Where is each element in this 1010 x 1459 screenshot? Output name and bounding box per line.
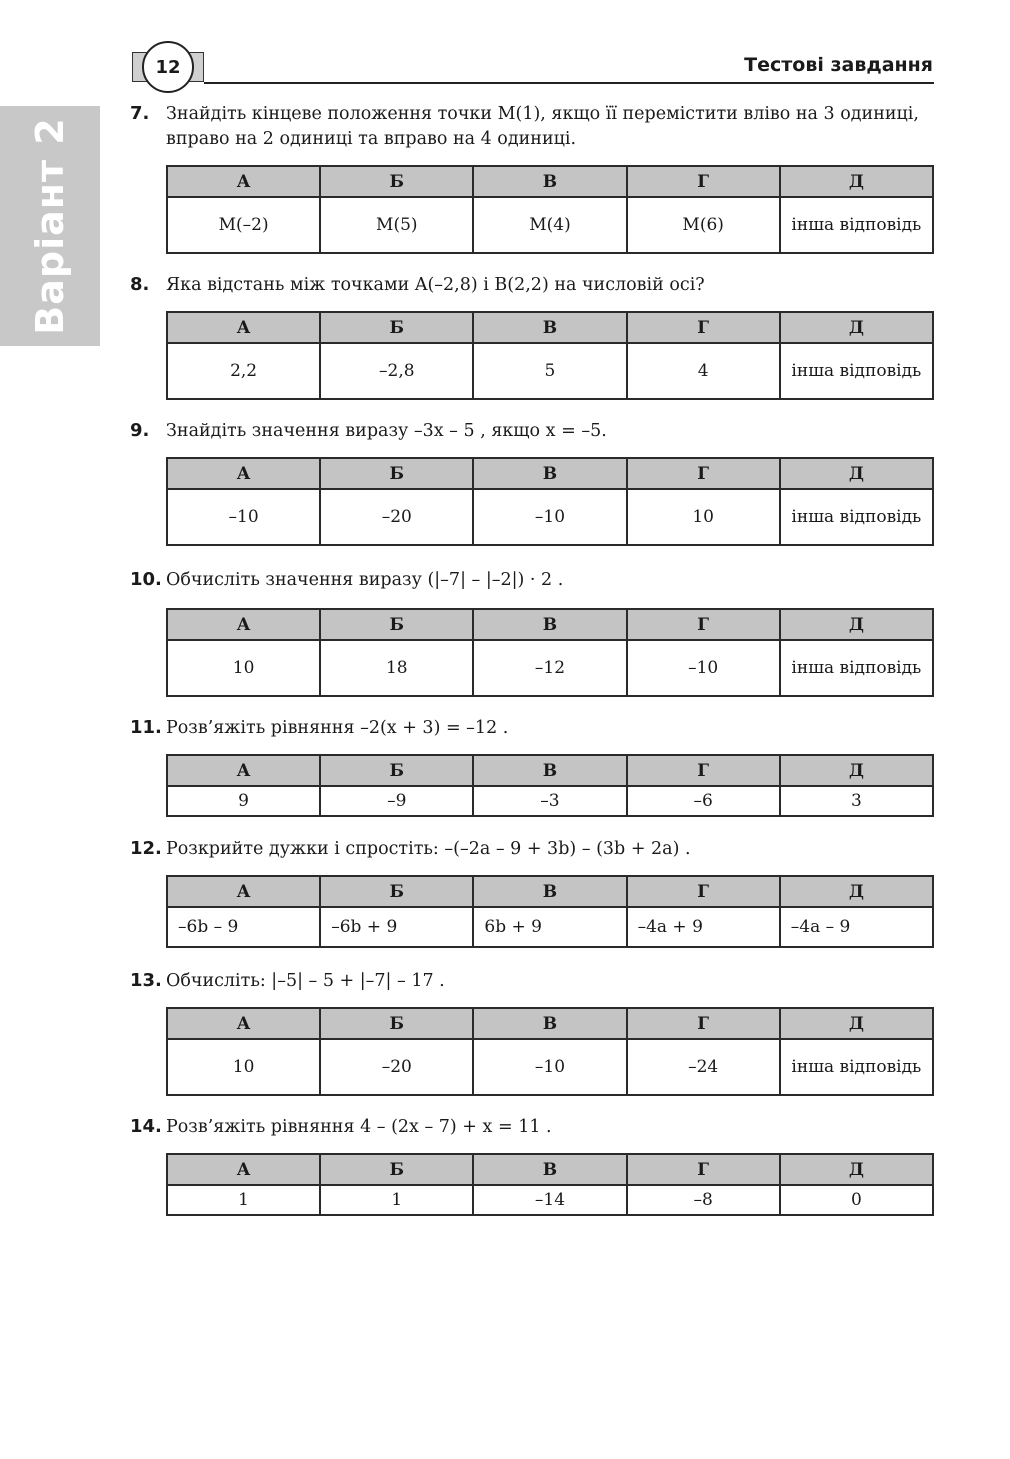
option-answer[interactable]: інша відповідь bbox=[780, 489, 933, 545]
option-answer[interactable]: інша відповідь bbox=[780, 343, 933, 399]
question-number: 8. bbox=[130, 274, 150, 295]
question-number: 14. bbox=[130, 1116, 162, 1137]
option-answer[interactable]: –6b – 9 bbox=[167, 907, 320, 947]
option-answer[interactable]: інша відповідь bbox=[780, 197, 933, 253]
option-answer[interactable]: M(–2) bbox=[167, 197, 320, 253]
option-answer[interactable]: –4a + 9 bbox=[627, 907, 780, 947]
option-answer[interactable]: інша відповідь bbox=[780, 640, 933, 696]
option-answer[interactable]: 1 bbox=[320, 1185, 473, 1215]
question-number: 9. bbox=[130, 420, 150, 441]
question-number: 7. bbox=[130, 103, 150, 124]
header-rule bbox=[204, 82, 934, 84]
option-header: Б bbox=[320, 609, 473, 640]
answer-table-7 bbox=[166, 165, 934, 254]
option-header: Г bbox=[627, 312, 780, 343]
option-header: Г bbox=[627, 876, 780, 907]
option-answer[interactable]: –8 bbox=[627, 1185, 780, 1215]
option-header: Д bbox=[780, 458, 933, 489]
option-header: А bbox=[167, 755, 320, 786]
option-header: А bbox=[167, 458, 320, 489]
answer-table-8 bbox=[166, 311, 934, 400]
option-header: Б bbox=[320, 1154, 473, 1185]
option-answer[interactable]: 18 bbox=[320, 640, 473, 696]
question-number: 13. bbox=[130, 970, 162, 991]
option-header: Б bbox=[320, 312, 473, 343]
option-header: Д bbox=[780, 1154, 933, 1185]
question-number: 12. bbox=[130, 838, 162, 859]
question-12 bbox=[130, 837, 934, 862]
option-answer[interactable]: 3 bbox=[780, 786, 933, 816]
option-answer[interactable]: M(6) bbox=[627, 197, 780, 253]
question-text: Розв’яжіть рівняння 4 – (2x – 7) + x = 11 . bbox=[166, 1117, 552, 1137]
option-answer[interactable]: –10 bbox=[627, 640, 780, 696]
option-answer[interactable]: M(5) bbox=[320, 197, 473, 253]
question-11 bbox=[130, 716, 934, 741]
option-answer[interactable]: 9 bbox=[167, 786, 320, 816]
page-number: 12 bbox=[142, 41, 194, 93]
option-header: Г bbox=[627, 1154, 780, 1185]
option-header: В bbox=[473, 166, 626, 197]
question-14 bbox=[130, 1115, 934, 1140]
option-header: А bbox=[167, 609, 320, 640]
question-text: Знайдіть значення виразу –3x – 5 , якщо x = –5. bbox=[166, 421, 607, 441]
option-header: В bbox=[473, 1008, 626, 1039]
option-header: Д bbox=[780, 166, 933, 197]
option-answer[interactable]: –12 bbox=[473, 640, 626, 696]
option-header: В bbox=[473, 1154, 626, 1185]
option-header: А bbox=[167, 1154, 320, 1185]
option-header: А bbox=[167, 1008, 320, 1039]
variant-side-tab bbox=[0, 106, 100, 346]
question-13 bbox=[130, 969, 934, 994]
option-answer[interactable]: –6b + 9 bbox=[320, 907, 473, 947]
option-header: Б bbox=[320, 458, 473, 489]
option-header: Б bbox=[320, 1008, 473, 1039]
answer-table-14 bbox=[166, 1153, 934, 1216]
option-header: Б bbox=[320, 166, 473, 197]
option-answer[interactable]: 2,2 bbox=[167, 343, 320, 399]
question-text: Розкрийте дужки і спростіть: –(–2a – 9 + 3b) – (3b + 2a) . bbox=[166, 839, 691, 859]
option-answer[interactable]: 0 bbox=[780, 1185, 933, 1215]
option-answer[interactable]: M(4) bbox=[473, 197, 626, 253]
question-number: 10. bbox=[130, 569, 162, 590]
option-header: В bbox=[473, 876, 626, 907]
option-answer[interactable]: –3 bbox=[473, 786, 626, 816]
option-header: Г bbox=[627, 166, 780, 197]
option-header: Г bbox=[627, 458, 780, 489]
answer-table-10 bbox=[166, 608, 934, 697]
option-answer[interactable]: –20 bbox=[320, 489, 473, 545]
question-text: Розв’яжіть рівняння –2(x + 3) = –12 . bbox=[166, 718, 509, 738]
option-header: Б bbox=[320, 755, 473, 786]
option-header: Г bbox=[627, 609, 780, 640]
question-number: 11. bbox=[130, 717, 162, 738]
option-answer[interactable]: –9 bbox=[320, 786, 473, 816]
option-answer[interactable]: 1 bbox=[167, 1185, 320, 1215]
option-answer[interactable]: 6b + 9 bbox=[473, 907, 626, 947]
question-10 bbox=[130, 568, 934, 593]
option-header: Б bbox=[320, 876, 473, 907]
question-text: Обчисліть: |–5| – 5 + |–7| – 17 . bbox=[166, 971, 445, 991]
option-header: А bbox=[167, 166, 320, 197]
option-answer[interactable]: –6 bbox=[627, 786, 780, 816]
question-7 bbox=[130, 102, 934, 152]
answer-table-12 bbox=[166, 875, 934, 948]
option-answer[interactable]: 4 bbox=[627, 343, 780, 399]
option-header: В bbox=[473, 609, 626, 640]
question-text: Обчисліть значення виразу (|–7| – |–2|) · 2 . bbox=[166, 570, 564, 590]
option-header: В bbox=[473, 458, 626, 489]
option-header: Г bbox=[627, 755, 780, 786]
option-answer[interactable]: 10 bbox=[627, 489, 780, 545]
question-8 bbox=[130, 273, 934, 298]
option-answer[interactable]: 5 bbox=[473, 343, 626, 399]
answer-table-9 bbox=[166, 457, 934, 546]
option-header: Д bbox=[780, 312, 933, 343]
option-header: Г bbox=[627, 1008, 780, 1039]
section-title: Тестові завдання bbox=[744, 54, 933, 76]
variant-label: Варіант 2 bbox=[28, 117, 72, 335]
question-text: Знайдіть кінцеве положення точки M(1), якщо її перемістити вліво на 3 одиниці, вправо на 2 одиниці та вправо на 4 одиниці. bbox=[166, 104, 919, 149]
option-answer[interactable]: –20 bbox=[320, 1039, 473, 1095]
answer-table-13 bbox=[166, 1007, 934, 1096]
option-answer[interactable]: –10 bbox=[473, 1039, 626, 1095]
answer-table-11 bbox=[166, 754, 934, 817]
option-answer[interactable]: інша відповідь bbox=[780, 1039, 933, 1095]
option-answer[interactable]: 10 bbox=[167, 640, 320, 696]
question-9 bbox=[130, 419, 934, 444]
option-header: Д bbox=[780, 755, 933, 786]
option-header: Д bbox=[780, 609, 933, 640]
option-header: А bbox=[167, 312, 320, 343]
option-answer[interactable]: –4a – 9 bbox=[780, 907, 933, 947]
option-header: Д bbox=[780, 876, 933, 907]
option-header: В bbox=[473, 755, 626, 786]
option-answer[interactable]: –10 bbox=[473, 489, 626, 545]
question-text: Яка відстань між точками A(–2,8) і B(2,2) на числовій осі? bbox=[166, 275, 705, 295]
option-answer[interactable]: –10 bbox=[167, 489, 320, 545]
option-header: В bbox=[473, 312, 626, 343]
option-header: Д bbox=[780, 1008, 933, 1039]
option-answer[interactable]: –2,8 bbox=[320, 343, 473, 399]
option-answer[interactable]: –14 bbox=[473, 1185, 626, 1215]
option-header: А bbox=[167, 876, 320, 907]
option-answer[interactable]: –24 bbox=[627, 1039, 780, 1095]
option-answer[interactable]: 10 bbox=[167, 1039, 320, 1095]
